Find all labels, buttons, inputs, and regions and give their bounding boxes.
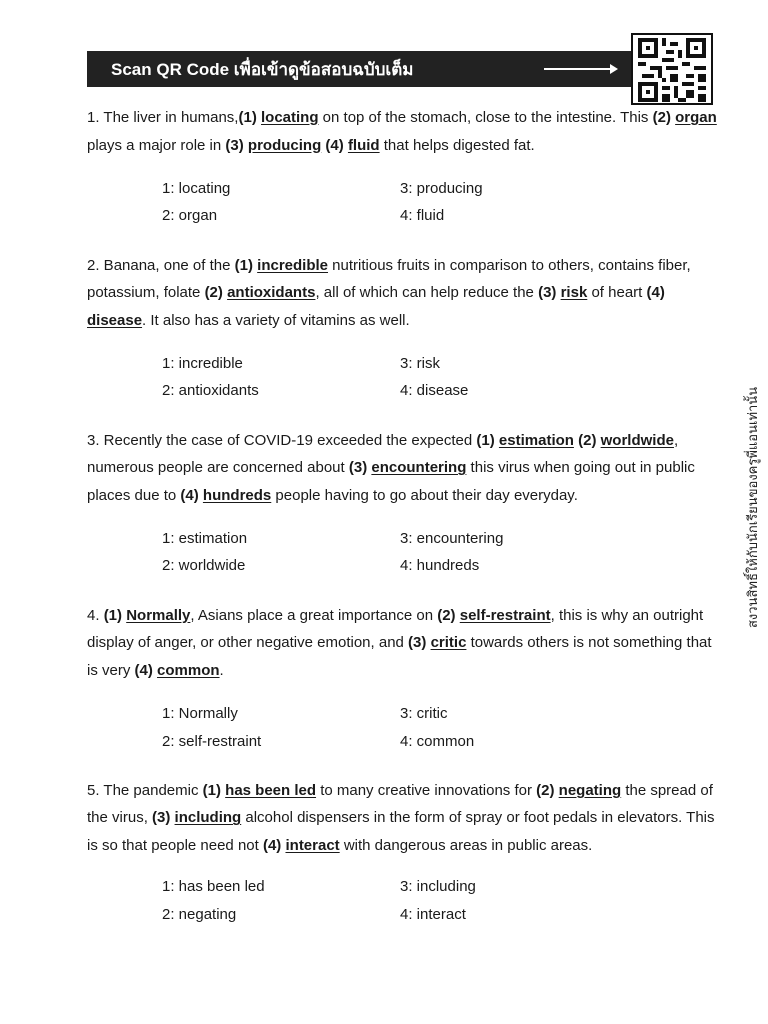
answer-option: 1: incredible [162,355,243,373]
blank-number: (2) [536,781,555,799]
underlined-word: including [174,809,242,827]
text-segment: people having to go about their day everyday. [271,486,578,504]
question-number: 2. [87,256,100,274]
text-segment: , numerous people are concerned about [87,431,679,477]
underlined-word: critic [430,634,467,652]
question-5 [87,777,717,928]
question-list [87,104,717,950]
question-2 [87,252,717,405]
question-number: 1. [87,109,100,126]
answer-option: 3: risk [400,355,441,373]
blank-number: (3) [225,136,244,154]
text-segment: . [219,661,224,679]
text-segment: on top of the stomach, close to the intestine. This [318,109,653,126]
blank-number: (1) [234,256,253,274]
blank-number: (3) [348,459,368,477]
underlined-word: risk [560,284,588,302]
question-text [87,602,717,685]
underlined-word: hundreds [202,486,272,504]
text-segment: , this is why an outright display of anger, or other negative emotion, and [87,606,704,652]
underlined-word: producing [247,136,322,154]
text-segment: the spread of the virus, [87,781,713,827]
blank-number: (3) [538,284,557,302]
answer-option: 4: fluid [400,207,445,225]
text-segment: plays a major role in [87,136,226,154]
underlined-word: fluid [347,136,380,154]
text-segment: of heart [587,284,647,302]
blank-number: (3) [152,809,171,827]
answer-option: 1: Normally [162,705,238,723]
side-copyright-note: สงวนสิทธิ์ให้กับนักเรียนของครูพี่แอนเท่านั้น [745,386,760,628]
question-4 [87,602,717,755]
question-number: 3. [87,431,100,449]
underlined-word: negating [558,781,622,799]
question-number: 5. [87,781,100,799]
text-segment: Banana, one of the [99,256,235,274]
underlined-word: locating [261,109,319,126]
question-1 [87,104,717,230]
underlined-word: disease [87,311,143,329]
text-segment: The pandemic [99,781,203,799]
underlined-word: encountering [371,459,467,477]
text-segment: this virus when going out in public places due to [87,459,695,504]
blank-number: (4) [180,486,199,504]
answer-list [162,525,717,580]
underlined-word: has been led [225,781,317,799]
blank-number: (1) [103,606,123,624]
answer-option: 4: hundreds [400,557,480,575]
blank-number: (4) [646,284,665,302]
blank-number: (1) [476,431,495,449]
answer-list [162,175,717,230]
answer-option: 2: self-restraint [162,732,262,750]
underlined-word: common [157,661,220,679]
blank-number: (4) [262,836,282,854]
underlined-word: worldwide [600,431,674,449]
blank-number: (2) [578,431,597,449]
arrow-right-icon [544,68,616,70]
text-segment: nutritious fruits in comparison to others, contains fiber, potassium, folate [87,256,691,302]
blank-number: (1) [238,109,257,126]
scan-qr-banner [87,51,635,87]
blank-number: (3) [408,634,427,652]
answer-option: 3: encountering [400,530,504,548]
underlined-word: Normally [126,606,191,624]
answer-option: 4: disease [400,382,469,400]
text-segment: towards others is not something that is very [87,634,712,679]
blank-number: (2) [437,606,456,624]
underlined-word: estimation [498,431,574,449]
banner-title: Scan QR Code เพื่อเข้าดูข้อสอบฉบับเต็ม [111,59,414,79]
text-segment: , all of which can help reduce the [315,284,539,302]
blank-number: (2) [652,109,671,126]
answer-option: 3: producing [400,180,483,197]
answer-option: 4: common [400,732,475,750]
underlined-word: antioxidants [227,284,316,302]
answer-option: 1: has been led [162,878,265,896]
blank-number: (4) [325,136,344,154]
underlined-word: self-restraint [459,606,551,624]
blank-number: (2) [204,284,223,302]
answer-option: 3: critic [400,705,448,723]
blank-number: (1) [202,781,221,799]
text-segment: that helps digested fat. [379,136,535,154]
answer-option: 2: antioxidants [162,382,259,400]
question-text [87,252,717,335]
qr-code-graphic [638,38,706,102]
text-segment: alcohol dispensers in the form of spray or foot pedals in elevators. This is so that people need not [87,809,715,854]
answer-option: 2: organ [162,207,218,225]
underlined-word: interact [285,836,340,854]
answer-list [162,350,717,405]
underlined-word: organ [675,109,717,126]
text-segment: Recently the case of COVID-19 exceeded the expected [99,431,477,449]
answer-option: 1: estimation [162,530,248,548]
text-segment: with dangerous areas in public areas. [339,836,593,854]
answer-option: 2: worldwide [162,557,246,575]
answer-option: 3: including [400,878,476,896]
answer-option: 1: locating [162,180,231,197]
text-segment: , Asians place a great importance on [190,606,438,624]
text-segment: . It also has a variety of vitamins as well. [142,311,410,329]
qr-code-icon[interactable] [631,33,713,105]
text-segment: The liver in humans, [99,109,239,126]
answer-option: 4: interact [400,905,466,923]
text-segment: to many creative innovations for [316,781,537,799]
underlined-word: incredible [257,256,329,274]
question-text [87,104,717,159]
answer-list [162,700,717,755]
blank-number: (4) [134,661,153,679]
question-3 [87,427,717,580]
answer-list [162,873,717,928]
answer-option: 2: negating [162,905,237,923]
question-text [87,427,717,510]
question-number: 4. [87,606,100,624]
question-text [87,777,717,860]
